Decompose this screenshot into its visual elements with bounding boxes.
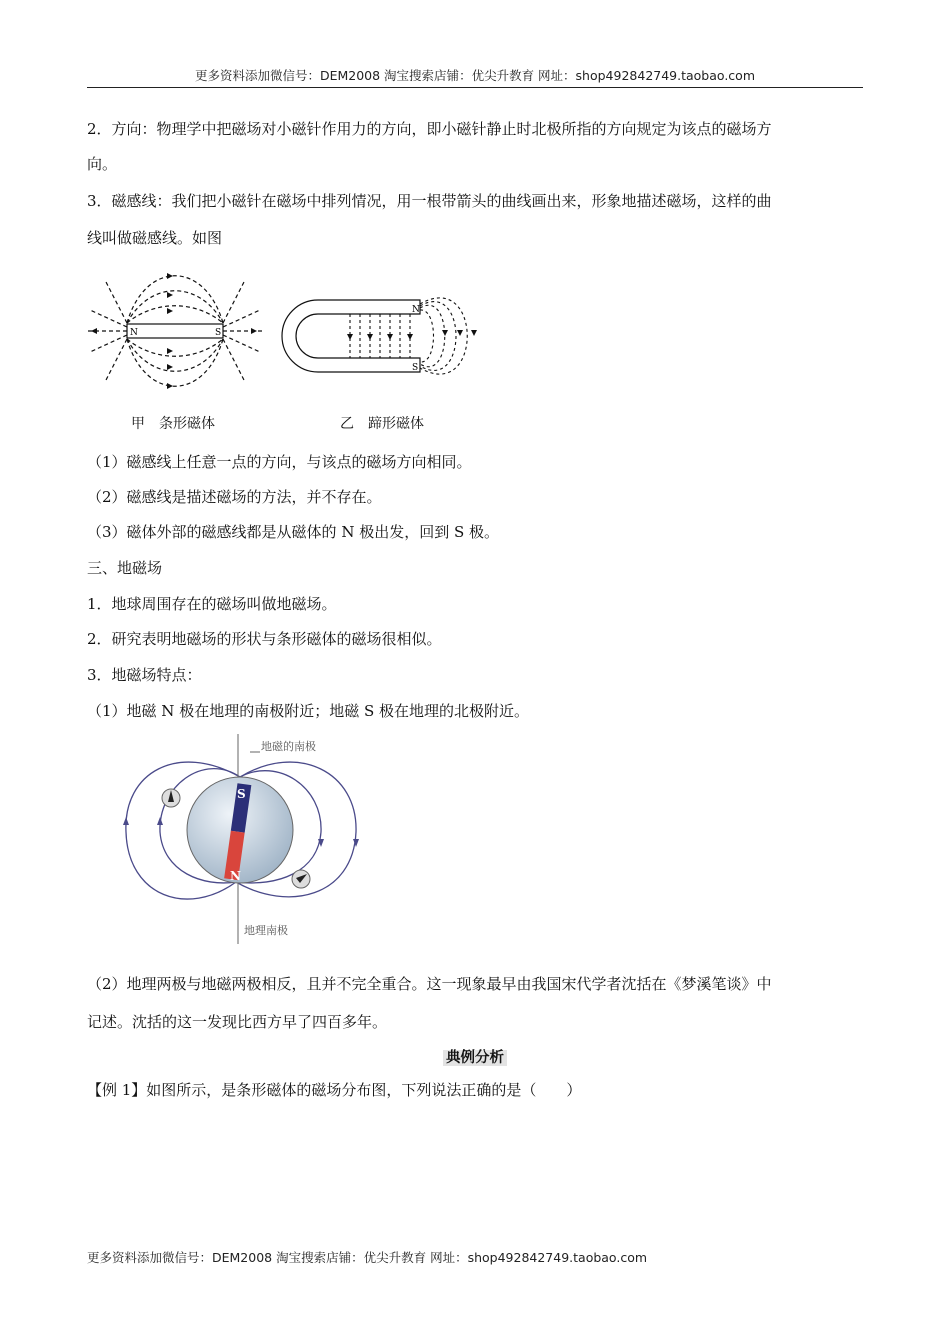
example-1: 【例 1】如图所示，是条形磁体的磁场分布图，下列说法正确的是（ ） — [87, 1081, 582, 1099]
earth-point-1: 1．地球周围存在的磁场叫做地磁场。 — [87, 595, 337, 613]
label-geographic-south: 地理南极 — [244, 924, 288, 937]
page-header: 更多资料添加微信号：DEM2008 淘宝搜索店铺：优尖升教育 网址：shop492842749.taobao.com — [194, 68, 756, 83]
earth-pole-s: S — [237, 787, 246, 801]
para-direction: 2．方向：物理学中把磁场对小磁针作用力的方向，即小磁针静止时北极所指的方向规定为该点的磁场方 — [87, 120, 772, 138]
bar-pole-s: S — [215, 328, 222, 338]
earth-feature-2: （2）地理两极与地磁两极相反，且并不完全重合。这一现象最早由我国宋代学者沈括在《梦溪笔谈》中 — [87, 975, 772, 993]
para-field-lines: 3．磁感线：我们把小磁针在磁场中排列情况，用一根带箭头的曲线画出来，形象地描述磁场，这样的曲 — [87, 192, 772, 210]
earth-point-2: 2．研究表明地磁场的形状与条形磁体的磁场很相似。 — [87, 630, 442, 648]
earth-feature-1: （1）地磁 N 极在地理的南极附近；地磁 S 极在地理的北极附近。 — [87, 702, 530, 720]
page-footer: 更多资料添加微信号：DEM2008 淘宝搜索店铺：优尖升教育 网址：shop492842749.taobao.com — [87, 1250, 648, 1265]
point-3: （3）磁体外部的磁感线都是从磁体的 N 极出发，回到 S 极。 — [87, 523, 500, 541]
horseshoe-magnet-figure — [278, 268, 490, 398]
earth-pole-n: N — [230, 869, 241, 883]
earth-feature-2-cont: 记述。沈括的这一发现比西方早了四百多年。 — [87, 1013, 388, 1031]
horseshoe-pole-s: S — [412, 363, 419, 373]
caption-bar-magnet: 甲 条形磁体 — [131, 416, 215, 432]
horseshoe-pole-n: N — [412, 305, 420, 315]
header-divider — [87, 87, 863, 88]
caption-horseshoe-magnet: 乙 蹄形磁体 — [340, 416, 424, 432]
point-2: （2）磁感线是描述磁场的方法，并不存在。 — [87, 488, 382, 506]
geomagnetic-field-figure — [118, 732, 368, 947]
label-geomagnetic-south: 地磁的南极 — [261, 740, 316, 753]
section-example-title — [0, 1046, 950, 1067]
bar-pole-n: N — [130, 328, 138, 338]
section-example-label: 典例分析 — [443, 1050, 507, 1066]
para-direction-cont: 向。 — [87, 155, 118, 173]
point-1: （1）磁感线上任意一点的方向，与该点的磁场方向相同。 — [87, 453, 472, 471]
bar-magnet-figure — [85, 265, 265, 405]
section-geomagnetic-title: 三、地磁场 — [87, 559, 163, 577]
earth-point-3: 3．地磁场特点： — [87, 666, 202, 684]
para-field-lines-cont: 线叫做磁感线。如图 — [87, 229, 223, 247]
